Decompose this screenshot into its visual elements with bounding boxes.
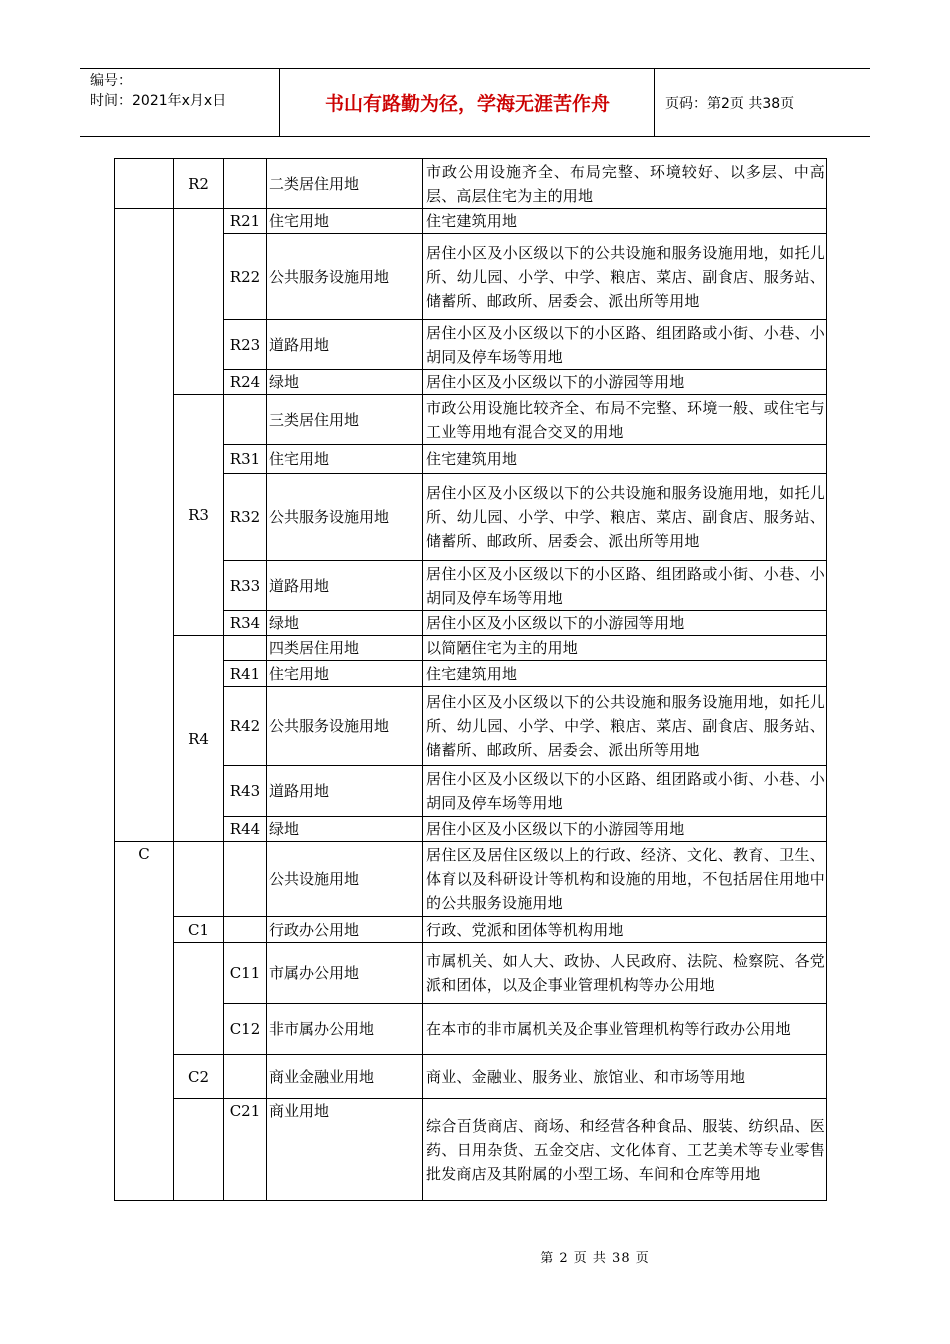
header-motto: 书山有路勤为径，学海无涯苦作舟: [281, 69, 655, 136]
category-name-cell: 公共服务设施用地: [267, 474, 423, 561]
medium-code-cell: [174, 1099, 224, 1201]
minor-code-cell: R24: [224, 370, 267, 395]
category-name-cell: 住宅用地: [267, 209, 423, 234]
major-code-cell: C: [115, 842, 174, 1201]
description-cell: 市政公用设施比较齐全、布局不完整、环境一般、或住宅与工业等用地有混合交叉的用地: [423, 395, 827, 445]
description-cell: 以简陋住宅为主的用地: [423, 636, 827, 661]
minor-code-cell: R34: [224, 611, 267, 636]
major-code-cell: [115, 159, 174, 209]
description-cell: 居住小区及小区级以下的公共设施和服务设施用地，如托儿所、幼儿园、小学、中学、粮店、菜店、副食店、服务站、储蓄所、邮政所、居委会、派出所等用地: [423, 234, 827, 320]
medium-code-cell: R4: [174, 636, 224, 842]
description-cell: 住宅建筑用地: [423, 209, 827, 234]
table-row: [115, 636, 827, 661]
category-name-cell: 非市属办公用地: [267, 1004, 423, 1055]
description-cell: 居住小区及小区级以下的小游园等用地: [423, 817, 827, 842]
category-name-cell: 道路用地: [267, 320, 423, 370]
minor-code-cell: C11: [224, 943, 267, 1004]
minor-code-cell: R42: [224, 687, 267, 766]
description-cell: 居住小区及小区级以下的小区路、组团路或小街、小巷、小胡同及停车场等用地: [423, 561, 827, 611]
category-name-cell: 四类居住用地: [267, 636, 423, 661]
description-cell: 综合百货商店、商场、和经营各种食品、服装、纺织品、医药、日用杂货、五金交店、文化体育、工艺美术等专业零售批发商店及其附属的小型工场、车间和仓库等用地: [423, 1099, 827, 1201]
category-name-cell: 住宅用地: [267, 445, 423, 474]
description-cell: 市属机关、如人大、政协、人民政府、法院、检察院、各党派和团体，以及企事业管理机构等办公用地: [423, 943, 827, 1004]
table-row: [115, 209, 827, 234]
medium-code-cell: R2: [174, 159, 224, 209]
minor-code-cell: C12: [224, 1004, 267, 1055]
description-cell: 在本市的非市属机关及企事业管理机构等行政办公用地: [423, 1004, 827, 1055]
category-name-cell: 住宅用地: [267, 661, 423, 687]
number-label: 编号：: [90, 73, 132, 89]
medium-code-cell: C2: [174, 1055, 224, 1099]
time-label: 时间：2021年x月x日: [90, 93, 227, 109]
minor-code-cell: R22: [224, 234, 267, 320]
table-row: [115, 159, 827, 209]
minor-code-cell: [224, 1055, 267, 1099]
minor-code-cell: [224, 842, 267, 917]
minor-code-cell: [224, 395, 267, 445]
description-cell: 居住区及居住区级以上的行政、经济、文化、教育、卫生、体育以及科研设计等机构和设施的用地，不包括居住用地中的公共服务设施用地: [423, 842, 827, 917]
header-page-info: 页码：第2页 共38页: [665, 95, 795, 112]
minor-code-cell: R41: [224, 661, 267, 687]
category-name-cell: 绿地: [267, 817, 423, 842]
table-row: [115, 842, 827, 917]
minor-code-cell: [224, 159, 267, 209]
category-name-cell: 公共服务设施用地: [267, 234, 423, 320]
description-cell: 居住小区及小区级以下的小区路、组团路或小街、小巷、小胡同及停车场等用地: [423, 320, 827, 370]
medium-code-cell: [174, 842, 224, 917]
minor-code-cell: R32: [224, 474, 267, 561]
medium-code-cell: [174, 209, 224, 395]
description-cell: 居住小区及小区级以下的小区路、组团路或小街、小巷、小胡同及停车场等用地: [423, 766, 827, 817]
category-name-cell: 行政办公用地: [267, 917, 423, 943]
minor-code-cell: R33: [224, 561, 267, 611]
category-name-cell: 商业金融业用地: [267, 1055, 423, 1099]
description-cell: 住宅建筑用地: [423, 445, 827, 474]
category-name-cell: 公共设施用地: [267, 842, 423, 917]
medium-code-cell: R3: [174, 395, 224, 636]
description-cell: 居住小区及小区级以下的小游园等用地: [423, 611, 827, 636]
category-name-cell: 商业用地: [267, 1099, 423, 1201]
category-name-cell: 市属办公用地: [267, 943, 423, 1004]
minor-code-cell: [224, 917, 267, 943]
minor-code-cell: R23: [224, 320, 267, 370]
major-code-cell: [115, 209, 174, 842]
category-name-cell: 三类居住用地: [267, 395, 423, 445]
category-name-cell: 绿地: [267, 611, 423, 636]
category-name-cell: 道路用地: [267, 766, 423, 817]
description-cell: 居住小区及小区级以下的公共设施和服务设施用地，如托儿所、幼儿园、小学、中学、粮店、菜店、副食店、服务站、储蓄所、邮政所、居委会、派出所等用地: [423, 474, 827, 561]
table-row: [115, 917, 827, 943]
minor-code-cell: R21: [224, 209, 267, 234]
description-cell: 居住小区及小区级以下的公共设施和服务设施用地，如托儿所、幼儿园、小学、中学、粮店、菜店、副食店、服务站、储蓄所、邮政所、居委会、派出所等用地: [423, 687, 827, 766]
category-name-cell: 道路用地: [267, 561, 423, 611]
minor-code-cell: C21: [224, 1099, 267, 1201]
category-name-cell: 公共服务设施用地: [267, 687, 423, 766]
page-header: [80, 68, 870, 137]
description-cell: 住宅建筑用地: [423, 661, 827, 687]
description-cell: 市政公用设施齐全、布局完整、环境较好、以多层、中高层、高层住宅为主的用地: [423, 159, 827, 209]
table-row: [115, 943, 827, 1004]
minor-code-cell: R43: [224, 766, 267, 817]
medium-code-cell: [174, 943, 224, 1055]
minor-code-cell: [224, 636, 267, 661]
page-footer: [0, 1247, 950, 1266]
footer-page-number: 第 2 页 共 38 页: [540, 1251, 650, 1266]
description-cell: 行政、党派和团体等机构用地: [423, 917, 827, 943]
land-use-table: [114, 158, 827, 1201]
minor-code-cell: R31: [224, 445, 267, 474]
header-meta: [80, 69, 280, 136]
description-cell: 居住小区及小区级以下的小游园等用地: [423, 370, 827, 395]
table-row: [115, 1055, 827, 1099]
medium-code-cell: C1: [174, 917, 224, 943]
table-row: [115, 395, 827, 445]
category-name-cell: 绿地: [267, 370, 423, 395]
minor-code-cell: R44: [224, 817, 267, 842]
table-row: [115, 1099, 827, 1201]
description-cell: 商业、金融业、服务业、旅馆业、和市场等用地: [423, 1055, 827, 1099]
category-name-cell: 二类居住用地: [267, 159, 423, 209]
